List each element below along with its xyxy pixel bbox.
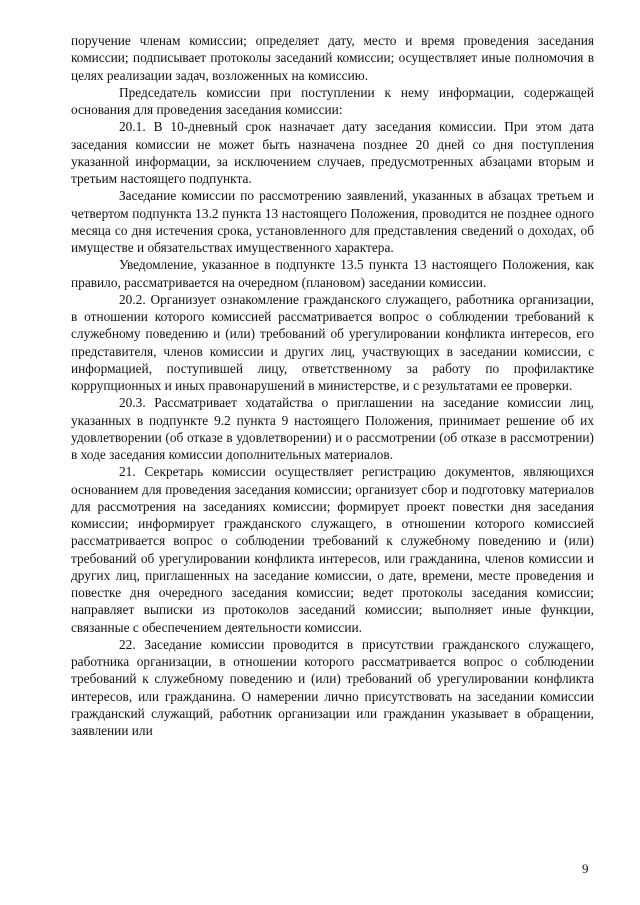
paragraph-20-1-third: Уведомление, указанное в подпункте 13.5 пункта 13 настоящего Положения, как правило, рассматривается на очередном (плановом) заседании комиссии. [71, 257, 594, 290]
paragraph-chairman-intro: Председатель комиссии при поступлении к нему информации, содержащей основания для проведения заседания комиссии: [71, 84, 594, 117]
document-body [71, 32, 594, 739]
paragraph-21: 21. Секретарь комиссии осуществляет регистрацию документов, являющихся основанием для проведения заседания комиссии; организует сбор и подготовку материалов для рассмотрения на заседаниях комиссии; формирует проект повестки дня заседания комиссии; информирует гражданского служащего, в отношении которого комиссией рассматривается вопрос о соблюдении требований к служебному поведению и (или) требований об урегулировании конфликта интересов, или гражданина, членов комиссии и других лиц, приглашенных на заседание комиссии, о дате, времени, месте проведения и повестке дня очередного заседания комиссии; ведет протоколы заседания комиссии; направляет выписки из протоколов заседаний комиссии; выполняет иные функции, связанные с обеспечением деятельности комиссии. [71, 464, 594, 635]
page-number: 9 [582, 861, 589, 876]
paragraph-22: 22. Заседание комиссии проводится в присутствии гражданского служащего, работника организации, в отношении которого рассматривается вопрос о соблюдении требований к служебному поведению и (или) требований об урегулировании конфликта интересов, или гражданина. О намерении лично присутствовать на заседании комиссии гражданский служащий, работник организации или гражданин указывает в обращении, заявлении или [71, 636, 594, 738]
paragraph-20-1: 20.1. В 10-дневный срок назначает дату заседания комиссии. При этом дата заседания комиссии не может быть назначена позднее 20 дней со дня поступления указанной информации, за исключением случаев, предусмотренных абзацами вторым и третьим настоящего подпункта. [71, 119, 594, 186]
paragraph-20-2: 20.2. Организует ознакомление гражданского служащего, работника организации, в отношении которого комиссией рассматривается вопрос о соблюдении требований к служебному поведению и (или) требований об урегулировании конфликта интересов, его представителя, членов комиссии и других лиц, участвующих в заседании комиссии, с информацией, поступившей лицу, ответственному за работу по профилактике коррупционных и иных правонарушений в министерстве, и с результатами ее проверки. [71, 291, 594, 393]
paragraph-20-3: 20.3. Рассматривает ходатайства о приглашении на заседание комиссии лиц, указанных в подпункте 9.2 пункта 9 настоящего Положения, принимает решение об их удовлетворении (об отказе в удовлетворении) и о рассмотрении (об отказе в рассмотрении) в ходе заседания комиссии дополнительных материалов. [71, 395, 594, 462]
paragraph-continuation: поручение членам комиссии; определяет дату, место и время проведения заседания комиссии; подписывает протоколы заседаний комиссии; осуществляет иные полномочия в целях реализации задач, возложенных на комиссию. [71, 33, 594, 83]
paragraph-20-1-second: Заседание комиссии по рассмотрению заявлений, указанных в абзацах третьем и четвертом подпункта 13.2 пункта 13 настоящего Положения, проводится не позднее одного месяца со дня истечения срока, установленного для представления сведений о доходах, об имуществе и обязательствах имущественного характера. [71, 188, 594, 255]
